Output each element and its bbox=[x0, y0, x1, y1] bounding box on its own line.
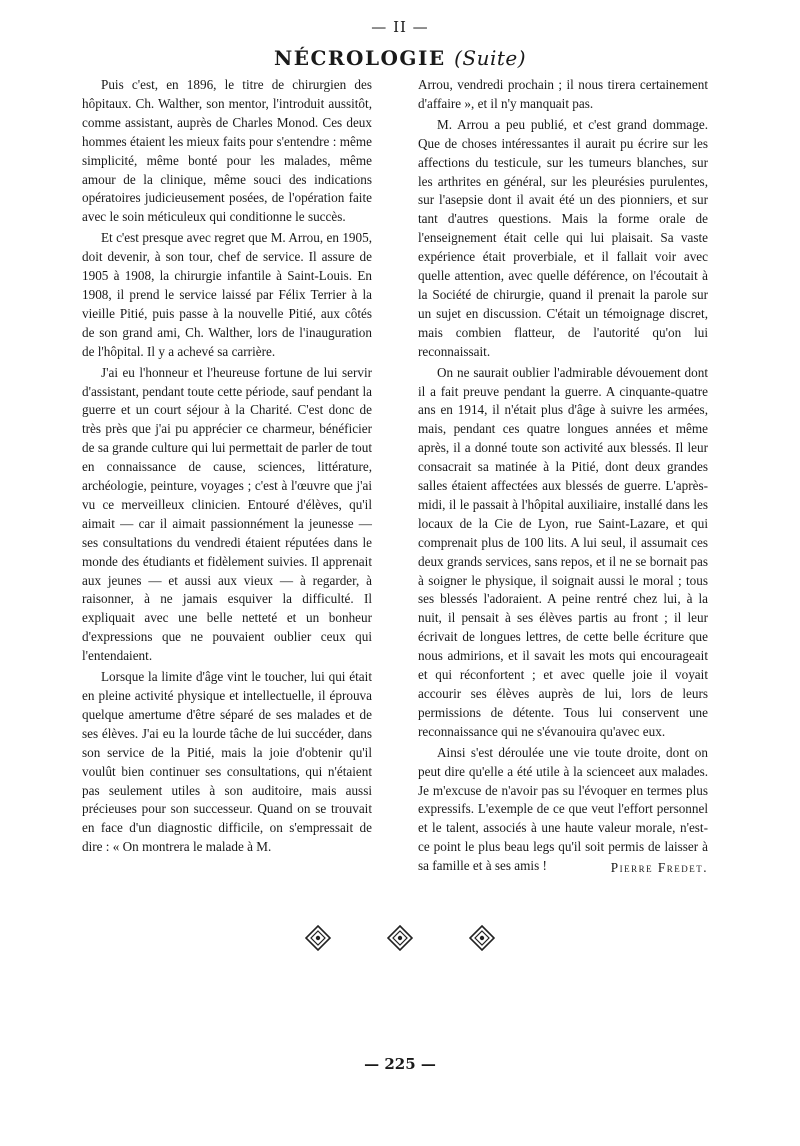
right-column bbox=[418, 76, 708, 878]
author-signature: Pierre Fredet. bbox=[610, 860, 708, 876]
paragraph: J'ai eu l'honneur et l'heureuse fortune de lui servir d'assistant, pendant toute cette période, sauf pendant la guerre et un court séjour à la Charité. C'est donc de très près que j'ai pu apprécier ce charmeur, bénéficier de sa grande culture qui lui permettait de parler de tout en connaissance de cause, sciences, littérature, archéologie, peinture, voyages ; c'est à l'œuvre que j'ai vu ce merveilleux clinicien. Entouré d'élèves, qu'il aimait — car il aimait passionnément la jeunesse — ses consultations du vendredi étaient réputées dans le monde des étudiants et fidèlement suivies. Il apprenait aux jeunes — et aussi aux vieux — à regarder, à raisonner, à ne jamais esquiver la difficulté. Il expliquait avec une belle netteté et un bonheur d'expressions que ne pouvaient oublier ceux qui l'entendaient. bbox=[82, 364, 372, 664]
page-title bbox=[0, 46, 800, 70]
diamond-fleuron-icon bbox=[469, 925, 495, 951]
paragraph: Et c'est presque avec regret que M. Arrou, en 1905, doit devenir, à son tour, chef de service. Il assure de 1905 à 1908, la chirurgie infantile à Saint-Louis. En 1908, il prend le service laissé par Félix Terrier à la vieille Pitié, puis passe à la nouvelle Pitié, aux côtés de son grand ami, Ch. Walther, lors de l'inauguration de l'hôpital. Il y a achevé sa carrière. bbox=[82, 230, 372, 359]
paragraph: Ainsi s'est déroulée une vie toute droite, dont on peut dire qu'elle a été utile à la scienceet aux malades. Je m'excuse de n'avoir pas su l'évoquer en termes plus expressifs. L'exemple de ce que veut l'effort personnel et le talent, associés à une haute valeur morale, n'est-ce point le plus beau legs qu'il soit permis de laisser à sa famille et à ses amis ! bbox=[418, 744, 708, 874]
ornament-row bbox=[0, 925, 800, 951]
paragraph: M. Arrou a peu publié, et c'est grand dommage. Que de choses intéressantes il aurait pu écrire sur les affections du testicule, sur les tumeurs blanches, sur les arthrites en général, sur les pleurésies purulentes, sur l'asepsie dont il avait été un des pionniers, et sur tant d'autres questions. Mais la forme orale de l'enseignement était celle qui lui plaisait. Sa vaste expérience était proverbiale, et il fallait voir avec quelle attention, avec quelle déférence, on l'écoutait à la Société de chirurgie, quand il prenait la parole sur un sujet en discussion. C'était un témoignage discret, mais combien flatteur, de l'autorité qu'on lui reconnaissait. bbox=[418, 116, 708, 359]
left-column bbox=[82, 76, 372, 859]
page-number: — 225 — bbox=[364, 1055, 436, 1073]
title-suffix: (Suite) bbox=[454, 46, 527, 70]
paragraph: Puis c'est, en 1896, le titre de chirurgien des hôpitaux. Ch. Walther, son mentor, l'introduit aussitôt, comme assistant, auprès de Charles Monod. Ces deux hommes étaient les mieux faits pour s'entendre : même simplicité, même bonté pour les malades, même amour de la clinique, même souci des indications opératoires judicieusement posées, de l'opération faite avec le soin méticuleux qui conditionne le succès. bbox=[82, 77, 372, 225]
paragraph: Arrou, vendredi prochain ; il nous tirera certainement d'affaire », et il n'y manquait pas. bbox=[418, 77, 708, 111]
diamond-fleuron-icon bbox=[387, 925, 413, 951]
paragraph: Lorsque la limite d'âge vint le toucher, lui qui était en pleine activité physique et intellectuelle, il éprouva quelque amertume d'être séparé de ses malades et de ses élèves. J'ai eu la lourde tâche de lui succéder, dans son service de la Pitié, mais la joie d'obtenir qu'il voulût bien continuer ses consultations, qui n'étaient pas seulement utiles à son auditoire, mais aussi précieuses pour son successeur. Quand on se trouvait en face d'un diagnostic difficile, on s'empressait de dire : « On montrera le malade à M. bbox=[82, 669, 372, 855]
diamond-fleuron-icon bbox=[305, 925, 331, 951]
paragraph: On ne saurait oublier l'admirable dévouement dont il a fait preuve pendant la guerre. A cinquante-quatre ans en 1914, il n'était plus d'âge à suivre les armées, mais, pendant ces quatre longues années et même après, il a donné toute son activité aux blessés. Il leur consacrait sa matinée à la Pitié, dont deux grandes salles étaient affectées aux blessés de guerre. L'après-midi, il le passait à l'hôpital auxiliaire, installé dans les locaux de la Cie de Lyon, rue Saint-Lazare, et qui comprenait plus de 100 lits. A lui seul, il assumait ces deux grands services, sans repos, et il ne se bornait pas à soigner le physique, il soignait aussi le moral ; tous ses blessés l'adoraient. A peine rentré chez lui, à la nuit, il pensait à ses élèves partis au front ; il leur écrivait de longues lettres, de cette belle écriture que nous admirions, et il savait les mots qui encourageait et qui réconfortent ; et avec quelle joie il voyait accourir ses élèves auprès de lui, lors de leurs permissions de détente. Tous lui conservent une reconnaissance qui ne s'évanouira qu'avec eux. bbox=[418, 364, 708, 739]
title-main: NÉCROLOGIE bbox=[273, 46, 446, 70]
running-page-number: — II — bbox=[371, 18, 429, 36]
